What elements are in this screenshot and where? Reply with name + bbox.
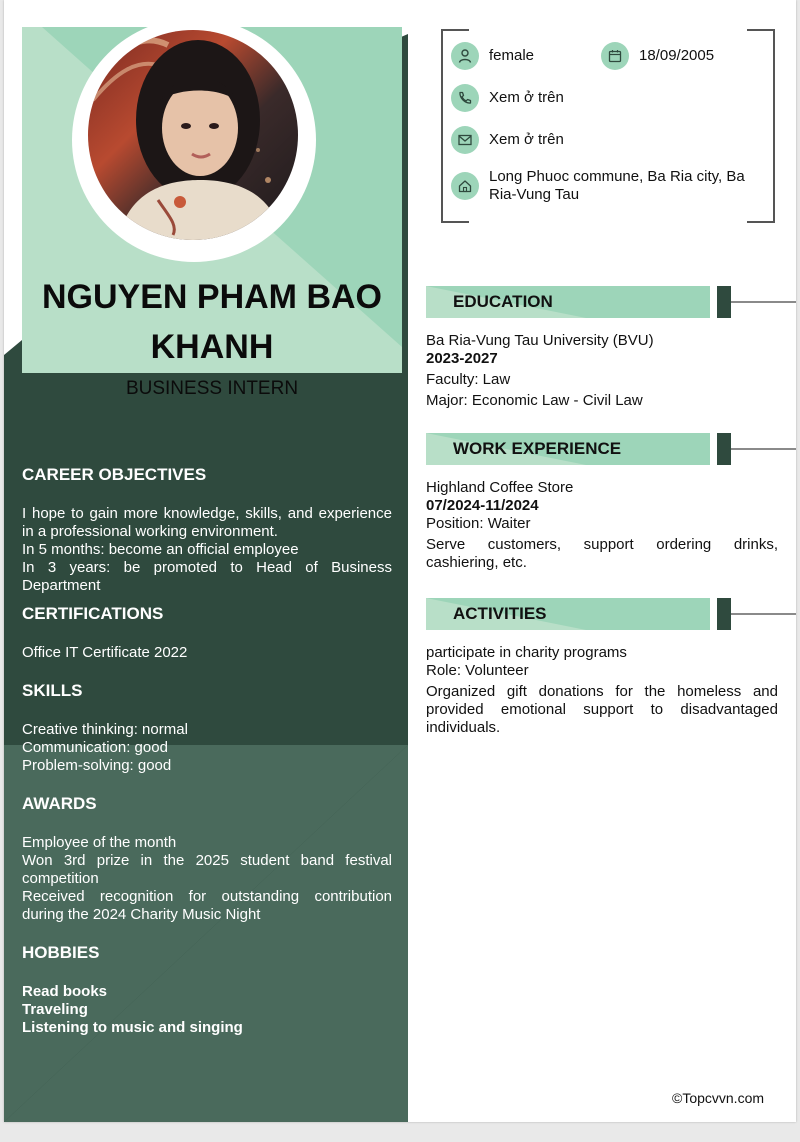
cv-page: [4, 0, 796, 1122]
home-icon: [451, 172, 479, 200]
person-icon: [451, 42, 479, 70]
work-experience-section: [426, 433, 778, 572]
section-heading: CAREER OBJECTIVES: [22, 465, 207, 484]
footer-credit: ©Topcvvn.com: [672, 1090, 765, 1106]
phone-icon: [451, 84, 479, 112]
activities-section: [426, 598, 778, 737]
text-line: Communication: good: [22, 739, 168, 756]
birthday-value: 18/09/2005: [639, 47, 715, 64]
text-line: Problem-solving: good: [22, 757, 172, 774]
career-objectives-section: [22, 465, 392, 595]
certifications-section: [22, 604, 392, 662]
section-heading: CERTIFICATIONS: [22, 604, 164, 623]
envelope-icon: [451, 126, 479, 154]
hobbies-section: [22, 943, 392, 1037]
section-header: [426, 286, 796, 318]
section-heading: EDUCATION: [453, 292, 553, 311]
job-title: BUSINESS INTERN: [125, 378, 299, 399]
activity-description: Organized gift donations for the homeless and provided emotional support to disadvantaged individuals.: [426, 683, 778, 736]
calendar-icon: [601, 42, 629, 70]
education-period: 2023-2027: [426, 350, 498, 367]
awards-section: [22, 794, 392, 924]
text-line: Listening to music and singing: [22, 1019, 243, 1036]
text-line: Won 3rd prize in the 2025 student band festival competition: [22, 852, 392, 887]
email-item: [451, 126, 564, 154]
email-value: Xem ở trên: [489, 131, 564, 148]
phone-value: Xem ở trên: [489, 89, 564, 106]
faculty: Faculty: Law: [426, 371, 511, 388]
address-value: Long Phuoc commune, Ba Ria city, Ba Ria-Vung Tau: [489, 168, 745, 203]
full-name: NGUYEN PHAM BAO KHANH: [41, 278, 383, 366]
education-section: [426, 286, 778, 410]
activity-name: participate in charity programs: [426, 644, 627, 661]
birthday-item: [601, 42, 714, 70]
activity-role: Role: Volunteer: [426, 662, 529, 679]
text-line: Read books: [22, 983, 108, 1000]
section-heading: SKILLS: [22, 681, 83, 700]
major: Major: Economic Law - Civil Law: [426, 392, 643, 409]
text-line: Received recognition for outstanding contribution during the 2024 Charity Music Night: [22, 888, 392, 923]
avatar: [88, 30, 298, 240]
text-line: In 5 months: become an official employee: [22, 541, 299, 558]
text-line: Office IT Certificate 2022: [22, 644, 188, 661]
section-heading: HOBBIES: [22, 943, 100, 962]
gender-item: [451, 42, 534, 70]
text-line: I hope to gain more knowledge, skills, and experience in a professional working environment.: [22, 505, 392, 540]
portrait-photo: [88, 30, 298, 240]
skills-section: [22, 681, 392, 775]
text-line: Creative thinking: normal: [22, 721, 188, 738]
section-heading: ACTIVITIES: [453, 604, 547, 623]
position: Position: Waiter: [426, 515, 531, 532]
address-item: [451, 168, 769, 204]
work-description: Serve customers, support ordering drinks, cashiering, etc.: [426, 536, 778, 571]
text-line: Traveling: [22, 1001, 88, 1018]
school-name: Ba Ria-Vung Tau University (BVU): [426, 332, 654, 349]
gender-value: female: [489, 47, 535, 64]
section-header: [426, 598, 796, 630]
contact-box: [441, 29, 775, 223]
section-header: [426, 433, 796, 465]
text-line: Employee of the month: [22, 834, 177, 851]
text-line: In 3 years: be promoted to Head of Business Department: [22, 559, 392, 594]
phone-item: [451, 84, 564, 112]
company-name: Highland Coffee Store: [426, 479, 574, 496]
section-heading: AWARDS: [22, 794, 97, 813]
section-heading: WORK EXPERIENCE: [453, 439, 622, 458]
work-period: 07/2024-11/2024: [426, 497, 539, 514]
